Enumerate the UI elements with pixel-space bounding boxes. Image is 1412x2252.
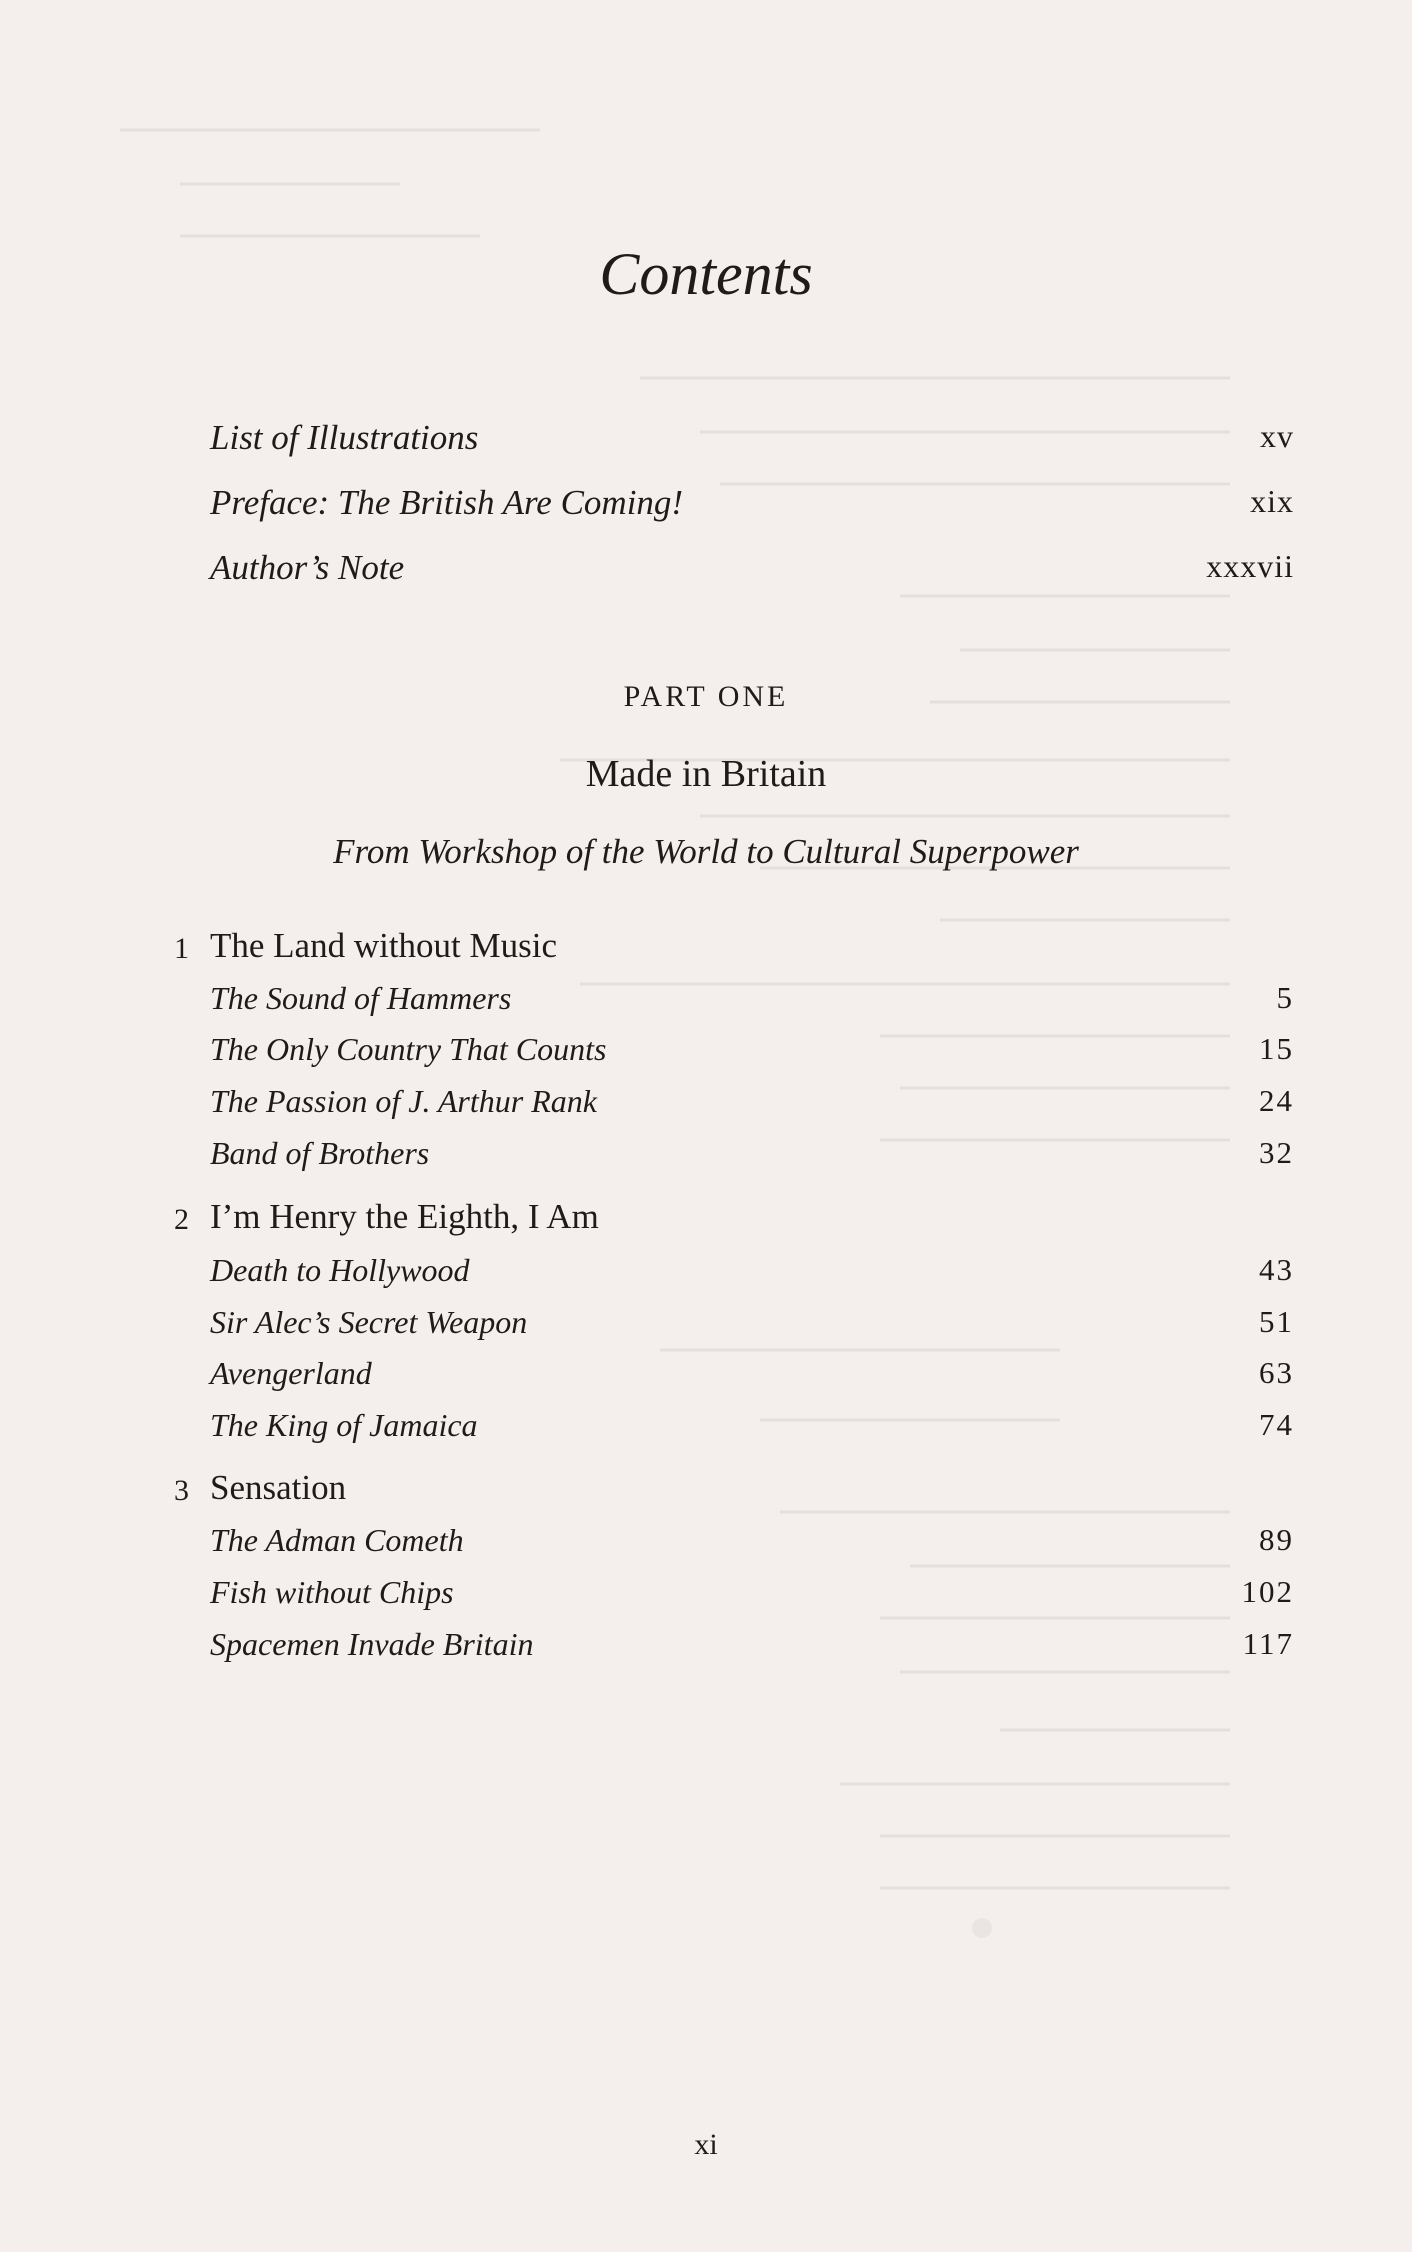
- toc-section[interactable]: [0, 1574, 1412, 1622]
- toc-section[interactable]: [0, 1031, 1412, 1079]
- toc-section[interactable]: [0, 1083, 1412, 1131]
- section-title: Sir Alec’s Secret Weapon: [210, 1304, 528, 1340]
- entry-label: List of Illustrations: [210, 418, 479, 457]
- toc-chapter[interactable]: [0, 1468, 1412, 1516]
- section-page: 89: [1259, 1522, 1294, 1557]
- toc-section[interactable]: [0, 980, 1412, 1028]
- part-label: PART ONE: [623, 680, 789, 713]
- section-title: Spacemen Invade Britain: [210, 1626, 534, 1662]
- section-title: Avengerland: [210, 1355, 372, 1391]
- section-page: 51: [1259, 1304, 1294, 1339]
- chapter-title: The Land without Music: [210, 926, 558, 965]
- part-title: Made in Britain: [585, 753, 827, 795]
- section-page: 74: [1259, 1407, 1294, 1442]
- entry-page: xxxvii: [1206, 548, 1294, 584]
- chapter-number: 2: [174, 1203, 189, 1236]
- chapter-number: 1: [174, 932, 189, 965]
- section-title: The Only Country That Counts: [210, 1031, 607, 1067]
- toc-section[interactable]: [0, 1135, 1412, 1183]
- entry-page: xix: [1250, 483, 1294, 519]
- section-page: 32: [1259, 1135, 1294, 1170]
- section-title: Fish without Chips: [210, 1574, 454, 1610]
- toc-chapter[interactable]: [0, 1197, 1412, 1245]
- toc-entry-front-matter[interactable]: [0, 483, 1412, 531]
- toc-section[interactable]: [0, 1355, 1412, 1403]
- section-title: The Passion of J. Arthur Rank: [210, 1083, 597, 1119]
- chapter-title: Sensation: [210, 1468, 347, 1507]
- section-page: 5: [1276, 980, 1294, 1015]
- toc-entry-front-matter[interactable]: [0, 548, 1412, 596]
- section-page: 43: [1259, 1252, 1294, 1287]
- entry-label: Preface: The British Are Coming!: [210, 483, 684, 522]
- section-page: 117: [1242, 1626, 1294, 1661]
- section-title: The Sound of Hammers: [210, 980, 512, 1016]
- section-title: Death to Hollywood: [210, 1252, 470, 1288]
- section-title: The Adman Cometh: [210, 1522, 464, 1558]
- toc-entry-front-matter[interactable]: [0, 418, 1412, 466]
- section-title: The King of Jamaica: [210, 1407, 478, 1443]
- entry-page: xv: [1260, 418, 1294, 454]
- toc-section[interactable]: [0, 1626, 1412, 1674]
- section-title: Band of Brothers: [210, 1135, 430, 1171]
- toc-section[interactable]: [0, 1522, 1412, 1570]
- chapter-number: 3: [174, 1474, 189, 1507]
- section-page: 63: [1259, 1355, 1294, 1390]
- toc-section[interactable]: [0, 1407, 1412, 1455]
- section-page: 24: [1259, 1083, 1294, 1118]
- page-number: xi: [694, 2128, 718, 2161]
- section-page: 102: [1241, 1574, 1294, 1609]
- part-subtitle: From Workshop of the World to Cultural Superpower: [333, 832, 1079, 871]
- entry-label: Author’s Note: [210, 548, 405, 587]
- section-page: 15: [1259, 1031, 1294, 1066]
- page-title: Contents: [599, 241, 813, 307]
- toc-section[interactable]: [0, 1252, 1412, 1300]
- chapter-title: I’m Henry the Eighth, I Am: [210, 1197, 599, 1236]
- toc-chapter[interactable]: [0, 926, 1412, 974]
- toc-section[interactable]: [0, 1304, 1412, 1352]
